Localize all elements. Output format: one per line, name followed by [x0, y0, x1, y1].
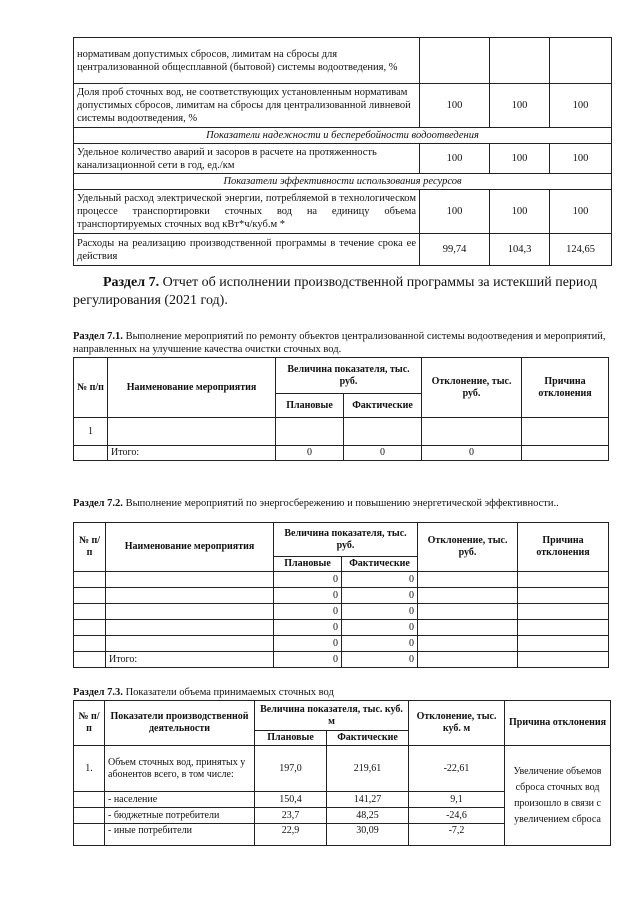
header-name: Показатели производственной деятельности — [105, 701, 255, 746]
header-name: Наименование мероприятия — [106, 523, 274, 572]
value-cell: 100 — [550, 144, 612, 174]
header-value: Величина показателя, тыс. куб. м — [255, 701, 409, 731]
section-7-1-caption — [73, 330, 611, 356]
header-fact: Фактические — [344, 394, 422, 418]
row-name: - иные потребители — [105, 824, 255, 846]
value-cell: 100 — [550, 190, 612, 234]
row-plan: 0 — [274, 636, 342, 652]
row-plan: 150,4 — [255, 792, 327, 808]
section-7-text: Отчет об исполнении производственной программы за истекший период регулирования (2021 год). — [73, 275, 598, 308]
row-name: - бюджетные потребители — [105, 808, 255, 824]
value-cell: 100 — [490, 84, 550, 128]
row-num: 1 — [74, 418, 108, 446]
table-row — [74, 572, 609, 588]
header-plan: Плановые — [255, 731, 327, 746]
indicator-label: нормативам допустимых сбросов, лимитам на сбросы для централизованной общесплавной (бытовой) системы водоотведения, % — [74, 38, 420, 84]
row-plan: 0 — [274, 620, 342, 636]
row-plan: 22,9 — [255, 824, 327, 846]
value-cell — [420, 38, 490, 84]
header-plan: Плановые — [276, 394, 344, 418]
row-fact: 0 — [342, 572, 418, 588]
header-deviation: Отклонение, тыс. руб. — [422, 358, 522, 418]
total-fact: 0 — [342, 652, 418, 668]
value-cell — [490, 38, 550, 84]
row-deviation: 9,1 — [409, 792, 505, 808]
total-plan: 0 — [276, 446, 344, 461]
table-row — [74, 746, 611, 792]
section-7-1-label: Раздел 7.1. — [73, 331, 123, 342]
row-fact: 0 — [342, 588, 418, 604]
header-num: № п/п — [74, 523, 106, 572]
table-7-1 — [73, 357, 609, 461]
section-7-3-text: Показатели объема принимаемых сточных вод — [122, 687, 334, 698]
table-row — [74, 604, 609, 620]
table-7-2 — [73, 522, 609, 668]
section-7-2-label: Раздел 7.2. — [73, 498, 123, 509]
row-fact — [344, 418, 422, 446]
row-reason — [522, 418, 609, 446]
section-7-2-caption — [73, 497, 611, 510]
section-7-2-text: Выполнение мероприятий по энергосбережению и повышению энергетической эффективности.. — [122, 498, 559, 509]
table-row — [74, 620, 609, 636]
row-deviation: -22,61 — [409, 746, 505, 792]
header-fact: Фактические — [342, 557, 418, 572]
row-name: Объем сточных вод, принятых у абонентов всего, в том числе: — [105, 746, 255, 792]
section-title: Показатели эффективности использования ресурсов — [74, 174, 612, 190]
total-label: Итого: — [106, 652, 274, 668]
value-cell — [550, 38, 612, 84]
table-row — [74, 190, 612, 234]
header-deviation: Отклонение, тыс. куб. м — [409, 701, 505, 746]
row-plan — [276, 418, 344, 446]
row-fact: 48,25 — [327, 808, 409, 824]
section-row — [74, 128, 612, 144]
total-label: Итого: — [108, 446, 276, 461]
section-7-heading — [73, 274, 611, 310]
value-cell: 100 — [490, 190, 550, 234]
header-plan: Плановые — [274, 557, 342, 572]
header-reason: Причина отклонения — [522, 358, 609, 418]
value-cell: 100 — [420, 144, 490, 174]
row-name — [108, 418, 276, 446]
table-row — [74, 144, 612, 174]
row-fact: 0 — [342, 636, 418, 652]
row-deviation: -7,2 — [409, 824, 505, 846]
row-plan: 0 — [274, 572, 342, 588]
total-plan: 0 — [274, 652, 342, 668]
section-7-3-label: Раздел 7.3. — [73, 687, 123, 698]
table-row — [74, 636, 609, 652]
value-cell: 99,74 — [420, 234, 490, 266]
header-num: № п/п — [74, 701, 105, 746]
row-fact: 219,61 — [327, 746, 409, 792]
row-fact: 0 — [342, 620, 418, 636]
row-name: - население — [105, 792, 255, 808]
section-7-1-text: Выполнение мероприятий по ремонту объектов централизованной системы водоотведения и мероприятий, направленных на улучшение качества очистки сточных вод. — [73, 331, 606, 355]
value-cell: 100 — [490, 144, 550, 174]
header-deviation: Отклонение, тыс. руб. — [418, 523, 518, 572]
row-deviation: -24,6 — [409, 808, 505, 824]
indicator-label: Доля проб сточных вод, не соответствующих установленным нормативам допустимых сбросов, лимитам на сбросы для централизованной ливневой системы водоотведения, % — [74, 84, 420, 128]
row-fact: 141,27 — [327, 792, 409, 808]
table-7-3 — [73, 700, 611, 846]
top-indicators-table — [73, 37, 612, 266]
row-plan: 23,7 — [255, 808, 327, 824]
row-num: 1. — [74, 746, 105, 792]
header-value: Величина показателя, тыс. руб. — [276, 358, 422, 394]
indicator-label: Удельный расход электрической энергии, потребляемой в технологическом процессе транспортировки сточных вод на единицу объема транспортируемых сточных вод кВт*ч/куб.м * — [74, 190, 420, 234]
table-row — [74, 588, 609, 604]
value-cell: 100 — [550, 84, 612, 128]
total-row — [74, 652, 609, 668]
row-plan: 0 — [274, 588, 342, 604]
header-num: № п/п — [74, 358, 108, 418]
value-cell: 100 — [420, 190, 490, 234]
header-value: Величина показателя, тыс. руб. — [274, 523, 418, 557]
section-title: Показатели надежности и бесперебойности водоотведения — [74, 128, 612, 144]
table-row — [74, 38, 612, 84]
row-fact: 30,09 — [327, 824, 409, 846]
table-row — [74, 84, 612, 128]
indicator-label: Расходы на реализацию производственной программы в течение срока ее действия — [74, 234, 420, 266]
row-fact: 0 — [342, 604, 418, 620]
value-cell: 100 — [420, 84, 490, 128]
total-deviation: 0 — [422, 446, 522, 461]
header-fact: Фактические — [327, 731, 409, 746]
value-cell: 104,3 — [490, 234, 550, 266]
row-deviation — [422, 418, 522, 446]
section-row — [74, 174, 612, 190]
table-row — [74, 234, 612, 266]
header-reason: Причина отклонения — [518, 523, 609, 572]
row-plan: 0 — [274, 604, 342, 620]
reason-cell: Увеличение объемов сброса сточных вод произошло в связи с увеличением сброса — [505, 746, 611, 846]
value-cell: 124,65 — [550, 234, 612, 266]
row-plan: 197,0 — [255, 746, 327, 792]
indicator-label: Удельное количество аварий и засоров в расчете на протяженность канализационной сети в год, ед./км — [74, 144, 420, 174]
total-row — [74, 446, 609, 461]
table-row — [74, 418, 609, 446]
total-fact: 0 — [344, 446, 422, 461]
section-7-label: Раздел 7. — [103, 275, 160, 290]
section-7-3-caption — [73, 686, 611, 699]
header-reason: Причина отклонения — [505, 701, 611, 746]
header-name: Наименование мероприятия — [108, 358, 276, 418]
